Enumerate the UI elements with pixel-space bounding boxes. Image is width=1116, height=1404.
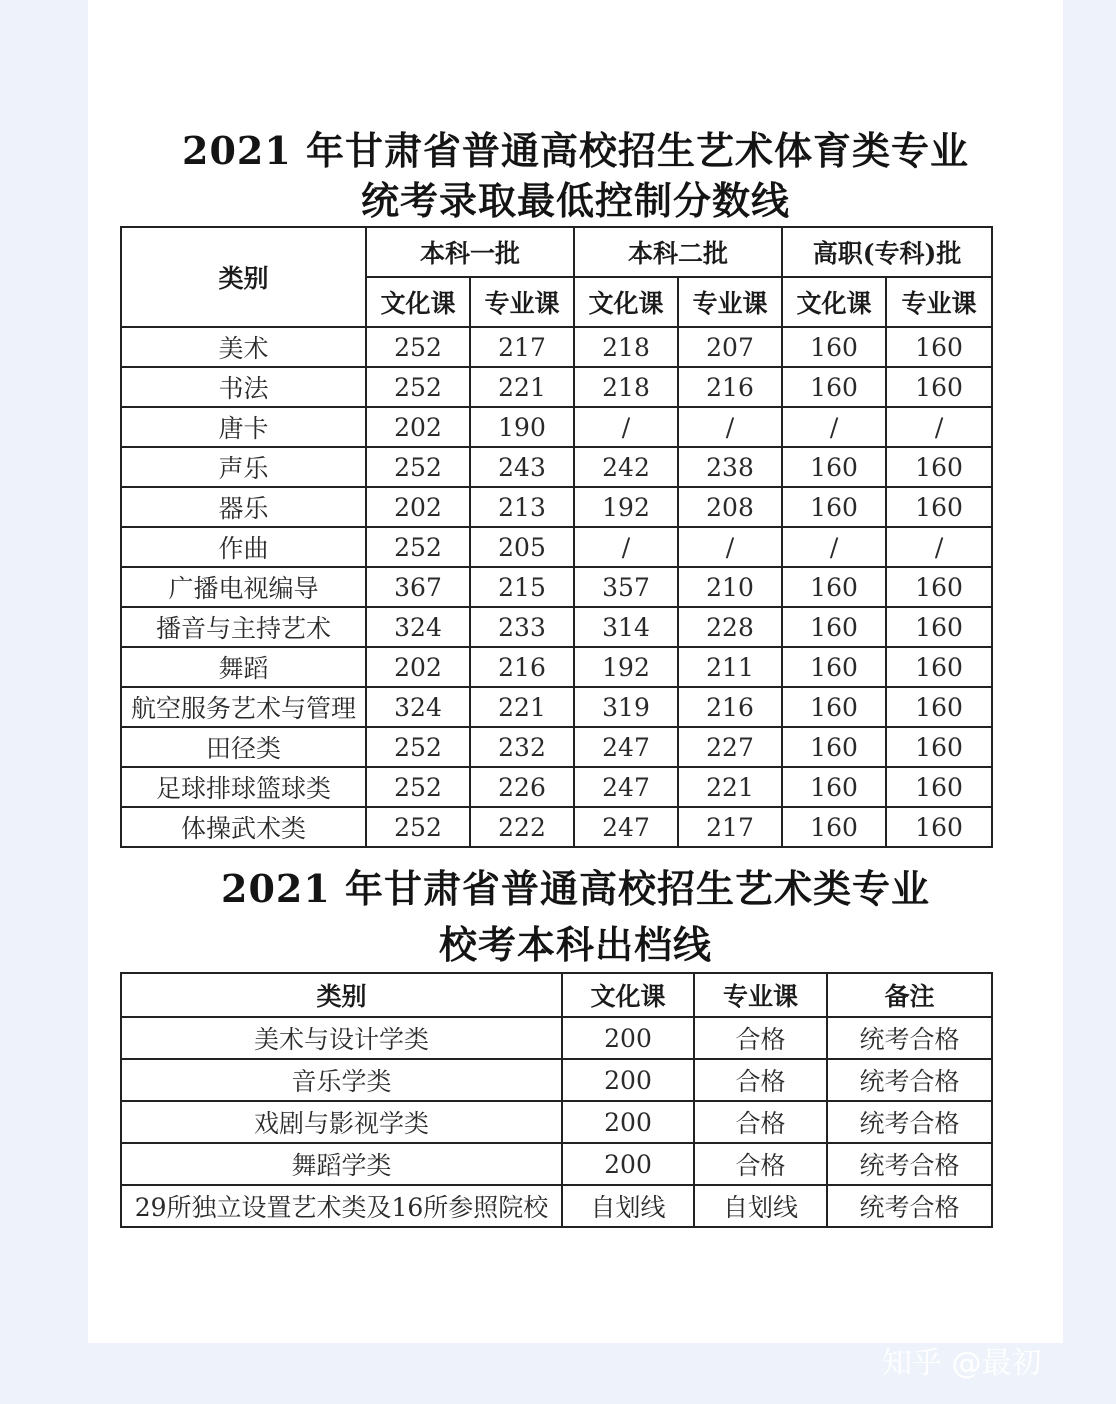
table-row — [121, 527, 992, 567]
table-row — [121, 1143, 992, 1185]
table-row — [121, 767, 992, 807]
table-row — [121, 687, 992, 727]
table-row — [121, 487, 992, 527]
score-cell: 192 — [574, 487, 678, 527]
note-cell: 统考合格 — [827, 1017, 992, 1059]
score-cell: 252 — [366, 327, 470, 367]
note-header: 备注 — [827, 973, 992, 1017]
score-cell: / — [886, 407, 992, 447]
culture-header: 文化课 — [562, 973, 694, 1017]
batch-header: 高职(专科)批 — [782, 227, 992, 277]
score-cell: 227 — [678, 727, 782, 767]
category-cell: 足球排球篮球类 — [121, 767, 366, 807]
score-cell: / — [678, 527, 782, 567]
score-cell: 314 — [574, 607, 678, 647]
score-cell: 216 — [678, 367, 782, 407]
score-cell: 243 — [470, 447, 574, 487]
subject-header: 专业课 — [470, 277, 574, 327]
score-cell: 202 — [366, 647, 470, 687]
score-cell: 252 — [366, 447, 470, 487]
category-cell: 唐卡 — [121, 407, 366, 447]
category-cell: 田径类 — [121, 727, 366, 767]
major-header: 专业课 — [694, 973, 827, 1017]
score-cell: 160 — [782, 367, 886, 407]
table-row — [121, 567, 992, 607]
table-row — [121, 727, 992, 767]
major-cell: 合格 — [694, 1059, 827, 1101]
score-cell: 367 — [366, 567, 470, 607]
score-cell: 192 — [574, 647, 678, 687]
table-row — [121, 647, 992, 687]
note-cell: 统考合格 — [827, 1185, 992, 1227]
art-sports-score-table — [120, 226, 993, 848]
table-row — [121, 367, 992, 407]
score-cell: 160 — [782, 647, 886, 687]
major-cell: 自划线 — [694, 1185, 827, 1227]
score-cell: 238 — [678, 447, 782, 487]
table-row — [121, 1017, 992, 1059]
score-cell: 217 — [678, 807, 782, 847]
score-cell: / — [782, 527, 886, 567]
score-cell: 232 — [470, 727, 574, 767]
score-cell: 160 — [886, 647, 992, 687]
score-cell: 357 — [574, 567, 678, 607]
major-cell: 合格 — [694, 1101, 827, 1143]
score-cell: 213 — [470, 487, 574, 527]
score-cell: 160 — [782, 687, 886, 727]
score-cell: / — [574, 527, 678, 567]
score-cell: 208 — [678, 487, 782, 527]
score-cell: / — [574, 407, 678, 447]
score-cell: 202 — [366, 487, 470, 527]
score-cell: 211 — [678, 647, 782, 687]
score-cell: 160 — [782, 807, 886, 847]
score-cell: 202 — [366, 407, 470, 447]
score-cell: 160 — [886, 767, 992, 807]
table-row — [121, 1185, 992, 1227]
score-cell: 160 — [886, 447, 992, 487]
score-cell: 226 — [470, 767, 574, 807]
score-cell: 252 — [366, 527, 470, 567]
score-cell: 160 — [782, 447, 886, 487]
score-cell: / — [782, 407, 886, 447]
subject-header: 文化课 — [574, 277, 678, 327]
batch-header: 本科一批 — [366, 227, 574, 277]
category-cell: 美术与设计学类 — [121, 1017, 562, 1059]
table-row — [121, 807, 992, 847]
score-cell: 160 — [782, 567, 886, 607]
score-cell: 160 — [886, 367, 992, 407]
score-cell: 252 — [366, 727, 470, 767]
category-cell: 美术 — [121, 327, 366, 367]
score-cell: / — [678, 407, 782, 447]
category-cell: 航空服务艺术与管理 — [121, 687, 366, 727]
score-cell: 160 — [782, 327, 886, 367]
school-exam-score-table — [120, 972, 993, 1228]
subject-header: 文化课 — [782, 277, 886, 327]
subject-header: 专业课 — [678, 277, 782, 327]
score-cell: 215 — [470, 567, 574, 607]
score-cell: / — [886, 527, 992, 567]
score-cell: 221 — [678, 767, 782, 807]
zhihu-watermark: 知乎 @最初 — [882, 1346, 1042, 1381]
score-cell: 252 — [366, 807, 470, 847]
table-row — [121, 1101, 992, 1143]
category-cell: 29所独立设置艺术类及16所参照院校 — [121, 1185, 562, 1227]
subject-header: 文化课 — [366, 277, 470, 327]
score-cell: 207 — [678, 327, 782, 367]
category-header: 类别 — [121, 227, 366, 327]
culture-cell: 200 — [562, 1101, 694, 1143]
batch-header: 本科二批 — [574, 227, 782, 277]
category-cell: 广播电视编导 — [121, 567, 366, 607]
category-cell: 舞蹈学类 — [121, 1143, 562, 1185]
table1-title-line2: 统考录取最低控制分数线 — [360, 178, 790, 223]
category-cell: 戏剧与影视学类 — [121, 1101, 562, 1143]
score-cell: 247 — [574, 807, 678, 847]
score-cell: 160 — [782, 487, 886, 527]
score-cell: 160 — [886, 327, 992, 367]
major-cell: 合格 — [694, 1017, 827, 1059]
score-cell: 160 — [886, 687, 992, 727]
table2-title-line2: 校考本科出档线 — [438, 922, 712, 967]
category-cell: 器乐 — [121, 487, 366, 527]
score-cell: 221 — [470, 367, 574, 407]
table1-title-line1: 2021 年甘肃省普通高校招生艺术体育类专业 — [182, 128, 969, 173]
score-cell: 210 — [678, 567, 782, 607]
table-row — [121, 607, 992, 647]
category-cell: 声乐 — [121, 447, 366, 487]
score-cell: 216 — [678, 687, 782, 727]
culture-cell: 自划线 — [562, 1185, 694, 1227]
score-cell: 221 — [470, 687, 574, 727]
score-cell: 160 — [782, 607, 886, 647]
score-cell: 160 — [782, 727, 886, 767]
category-header: 类别 — [121, 973, 562, 1017]
score-cell: 190 — [470, 407, 574, 447]
table-row — [121, 327, 992, 367]
subject-header: 专业课 — [886, 277, 992, 327]
document-sheet — [88, 0, 1063, 1343]
score-cell: 160 — [886, 727, 992, 767]
score-cell: 205 — [470, 527, 574, 567]
score-cell: 228 — [678, 607, 782, 647]
note-cell: 统考合格 — [827, 1101, 992, 1143]
score-cell: 252 — [366, 767, 470, 807]
score-cell: 242 — [574, 447, 678, 487]
score-cell: 324 — [366, 607, 470, 647]
score-cell: 252 — [366, 367, 470, 407]
note-cell: 统考合格 — [827, 1143, 992, 1185]
note-cell: 统考合格 — [827, 1059, 992, 1101]
score-cell: 218 — [574, 367, 678, 407]
score-cell: 218 — [574, 327, 678, 367]
score-cell: 247 — [574, 767, 678, 807]
score-cell: 233 — [470, 607, 574, 647]
table2-title-line1: 2021 年甘肃省普通高校招生艺术类专业 — [221, 866, 930, 911]
score-cell: 222 — [470, 807, 574, 847]
category-cell: 作曲 — [121, 527, 366, 567]
score-cell: 160 — [886, 567, 992, 607]
score-cell: 247 — [574, 727, 678, 767]
table-row — [121, 407, 992, 447]
culture-cell: 200 — [562, 1017, 694, 1059]
score-cell: 324 — [366, 687, 470, 727]
category-cell: 播音与主持艺术 — [121, 607, 366, 647]
major-cell: 合格 — [694, 1143, 827, 1185]
score-cell: 160 — [782, 767, 886, 807]
category-cell: 体操武术类 — [121, 807, 366, 847]
score-cell: 216 — [470, 647, 574, 687]
table-row — [121, 447, 992, 487]
category-cell: 舞蹈 — [121, 647, 366, 687]
table-row — [121, 1059, 992, 1101]
culture-cell: 200 — [562, 1143, 694, 1185]
category-cell: 书法 — [121, 367, 366, 407]
category-cell: 音乐学类 — [121, 1059, 562, 1101]
score-cell: 217 — [470, 327, 574, 367]
score-cell: 160 — [886, 487, 992, 527]
culture-cell: 200 — [562, 1059, 694, 1101]
score-cell: 160 — [886, 607, 992, 647]
score-cell: 319 — [574, 687, 678, 727]
score-cell: 160 — [886, 807, 992, 847]
